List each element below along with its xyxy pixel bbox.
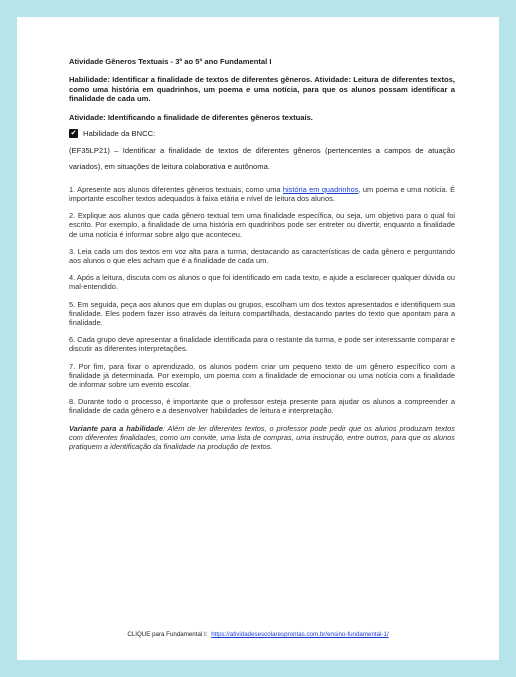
atividade-heading: Atividade: Identificando a finalidade de diferentes gêneros textuais. <box>69 113 313 123</box>
step-1-post: , um poema e uma notícia. É importante escolher textos adequados à faixa etária e nível de leitura dos alunos. <box>69 184 455 204</box>
step-7: 7. Por fim, para fixar o aprendizado, os alunos podem criar um pequeno texto de um gênero específico com a finalidade já determinada. Por exemplo, um poema com a finalidade de emocionar ou uma notícia com a finalidade de informar sobre um evento escolar. <box>69 361 455 390</box>
habilidade-paragraph: Habilidade: Identificar a finalidade de textos de diferentes gêneros. Atividade: Leitura de diferentes textos, como uma história em quadrinhos, um poema e uma notícia, para que os alunos possam identificar a finalidade de cada um. <box>69 75 455 104</box>
bncc-label: Habilidade da BNCC: <box>83 128 156 138</box>
variant-text: : Além de ler diferentes textos, o professor pode pedir que os alunos produzam textos com diferentes finalidades, como um convite, uma lista de compras, uma instrução, entre outros, para que os alunos pratiquem a identificação da finalidade na produção de textos. <box>69 423 455 452</box>
checkbox-icon: ✔ <box>70 129 77 137</box>
document-title: Atividade Gêneros Textuais - 3º ao 5º ano Fundamental I <box>69 57 272 66</box>
step-3: 3. Leia cada um dos textos em voz alta para a turma, destacando as características de cada gênero e perguntando aos alunos o que eles acham que é a finalidade de cada um. <box>69 246 455 266</box>
variant-label: Variante para a habilidade <box>69 423 163 433</box>
step-4: 4. Após a leitura, discuta com os alunos o que foi identificado em cada texto, e ajude a esclarecer qualquer dúvida ou mal-entendido. <box>69 273 455 292</box>
footer-label: CLIQUE para Fundamental I: <box>127 631 208 638</box>
variant-paragraph <box>69 424 455 452</box>
bncc-row <box>69 129 455 138</box>
step-1 <box>69 185 455 203</box>
step-2: 2. Explique aos alunos que cada gênero textual tem uma finalidade específica, ou seja, um objetivo para o qual foi escrito. Por exemplo, a finalidade de uma história em quadrinhos pode ser entreter ou divertir, enquanto a finalidade de uma notícia é informar sobre algo que aconteceu. <box>69 211 455 239</box>
document-page <box>17 17 499 660</box>
step-5: 5. Em seguida, peça aos alunos que em duplas ou grupos, escolham um dos textos apresentados e identifiquem sua finalidade. Eles podem fazer isso através da leitura compartilhada, destacando partes do texto que apontam para a finalidade. <box>69 299 455 328</box>
historia-link[interactable]: história em quadrinhos <box>282 184 359 194</box>
footer-link[interactable]: https://atividadesescolaresprontas.com.br/ensino-fundamental-1/ <box>211 631 389 638</box>
document-content <box>69 57 455 459</box>
step-8: 8. Durante todo o processo, é importante que o professor esteja presente para ajudar os alunos a compreender a finalidade de cada gênero e a desenvolver habilidades de leitura e interpretação. <box>69 397 455 416</box>
step-1-pre: 1. Apresente aos alunos diferentes gêneros textuais, como uma <box>69 184 283 194</box>
footer <box>17 631 499 638</box>
step-6: 6. Cada grupo deve apresentar a finalidade identificada para o restante da turma, e pode ser interessante comparar e discutir as diferentes interpretações. <box>69 335 455 354</box>
bncc-code-paragraph: (EF35LP21) – Identificar a finalidade de textos de diferentes gêneros (pertencentes a campos de atuação variados), em situações de leitura colaborativa e autônoma. <box>69 145 455 171</box>
